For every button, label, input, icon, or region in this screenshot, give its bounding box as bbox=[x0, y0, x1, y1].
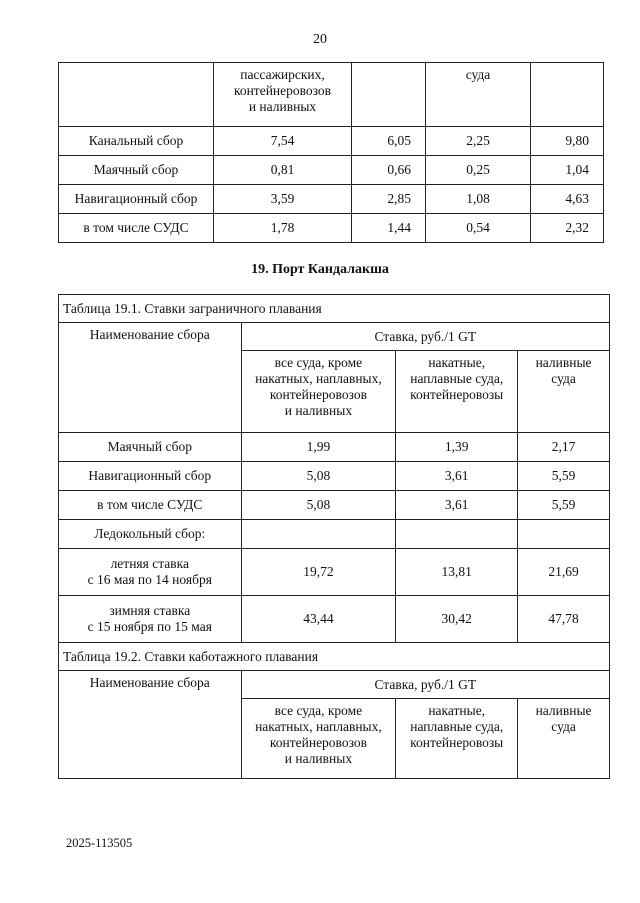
column-header: все суда, кроме накатных, наплавных, контейнеровозов и наливных bbox=[241, 351, 396, 433]
row-label: летняя ставка с 16 мая по 14 ноября bbox=[59, 549, 242, 596]
row-label: зимняя ставка с 15 ноября по 15 мая bbox=[59, 596, 242, 643]
continued-rates-table bbox=[58, 62, 604, 243]
table-cell: 5,59 bbox=[518, 491, 610, 520]
row-label: Маячный сбор bbox=[59, 156, 214, 185]
table-row bbox=[59, 127, 604, 156]
table-row bbox=[59, 549, 610, 596]
header-cell: суда bbox=[426, 63, 531, 127]
table-row bbox=[59, 214, 604, 243]
table-cell: 13,81 bbox=[396, 549, 518, 596]
table-cell: 5,08 bbox=[241, 491, 396, 520]
table-cell: 43,44 bbox=[241, 596, 396, 643]
column-header: накатные, наплавные суда, контейнеровозы bbox=[396, 699, 518, 779]
row-label: в том числе СУДС bbox=[59, 214, 214, 243]
table-cell: 7,54 bbox=[214, 127, 352, 156]
header-cell bbox=[531, 63, 604, 127]
table-cell: 1,08 bbox=[426, 185, 531, 214]
row-label: Навигационный сбор bbox=[59, 462, 242, 491]
table-header-row bbox=[59, 671, 610, 699]
header-cell: пассажирских, контейнеровозов и наливных bbox=[214, 63, 352, 127]
table-cell: 2,25 bbox=[426, 127, 531, 156]
table-cell: 6,05 bbox=[352, 127, 426, 156]
rate-header: Ставка, руб./1 GT bbox=[241, 671, 609, 699]
table-cell: 0,54 bbox=[426, 214, 531, 243]
table-cell: 2,32 bbox=[531, 214, 604, 243]
table-cell: 4,63 bbox=[531, 185, 604, 214]
table-cell: 1,99 bbox=[241, 433, 396, 462]
table-cell: 1,78 bbox=[214, 214, 352, 243]
name-header: Наименование сбора bbox=[59, 671, 242, 779]
kandalaksha-rates-table bbox=[58, 294, 610, 779]
table-cell: 5,59 bbox=[518, 462, 610, 491]
table-row bbox=[59, 596, 610, 643]
table-cell: 30,42 bbox=[396, 596, 518, 643]
table-cell: 1,44 bbox=[352, 214, 426, 243]
table-row bbox=[59, 433, 610, 462]
table-row bbox=[59, 185, 604, 214]
header-cell bbox=[352, 63, 426, 127]
section-title: 19. Порт Кандалакша bbox=[251, 262, 389, 277]
name-header: Наименование сбора bbox=[59, 323, 242, 433]
column-header: накатные, наплавные суда, контейнеровозы bbox=[396, 351, 518, 433]
table-cell: 0,66 bbox=[352, 156, 426, 185]
table-caption-row bbox=[59, 643, 610, 671]
table-caption: Таблица 19.1. Ставки заграничного плавания bbox=[59, 295, 610, 323]
table-caption-row bbox=[59, 295, 610, 323]
table-header-row bbox=[59, 63, 604, 127]
row-label: Канальный сбор bbox=[59, 127, 214, 156]
table-cell: 3,61 bbox=[396, 491, 518, 520]
table-cell bbox=[518, 520, 610, 549]
header-cell bbox=[59, 63, 214, 127]
table-row bbox=[59, 156, 604, 185]
table-row bbox=[59, 491, 610, 520]
table-cell: 2,17 bbox=[518, 433, 610, 462]
table-cell: 9,80 bbox=[531, 127, 604, 156]
table-cell: 1,39 bbox=[396, 433, 518, 462]
rate-header: Ставка, руб./1 GT bbox=[241, 323, 609, 351]
row-label: Ледокольный сбор: bbox=[59, 520, 242, 549]
table-cell: 19,72 bbox=[241, 549, 396, 596]
table-cell: 0,81 bbox=[214, 156, 352, 185]
table-cell: 21,69 bbox=[518, 549, 610, 596]
row-label: в том числе СУДС bbox=[59, 491, 242, 520]
table-cell bbox=[241, 520, 396, 549]
row-label: Навигационный сбор bbox=[59, 185, 214, 214]
table-header-row bbox=[59, 323, 610, 351]
table-cell bbox=[396, 520, 518, 549]
table-cell: 0,25 bbox=[426, 156, 531, 185]
table-row bbox=[59, 520, 610, 549]
table-caption: Таблица 19.2. Ставки каботажного плавания bbox=[59, 643, 610, 671]
document-code: 2025-113505 bbox=[66, 836, 133, 850]
column-header: наливные суда bbox=[518, 699, 610, 779]
table-row bbox=[59, 462, 610, 491]
table-cell: 5,08 bbox=[241, 462, 396, 491]
table-cell: 3,61 bbox=[396, 462, 518, 491]
table-cell: 47,78 bbox=[518, 596, 610, 643]
row-label: Маячный сбор bbox=[59, 433, 242, 462]
table-cell: 1,04 bbox=[531, 156, 604, 185]
column-header: все суда, кроме накатных, наплавных, контейнеровозов и наливных bbox=[241, 699, 396, 779]
table-cell: 2,85 bbox=[352, 185, 426, 214]
column-header: наливные суда bbox=[518, 351, 610, 433]
page-number: 20 bbox=[313, 32, 327, 47]
table-cell: 3,59 bbox=[214, 185, 352, 214]
